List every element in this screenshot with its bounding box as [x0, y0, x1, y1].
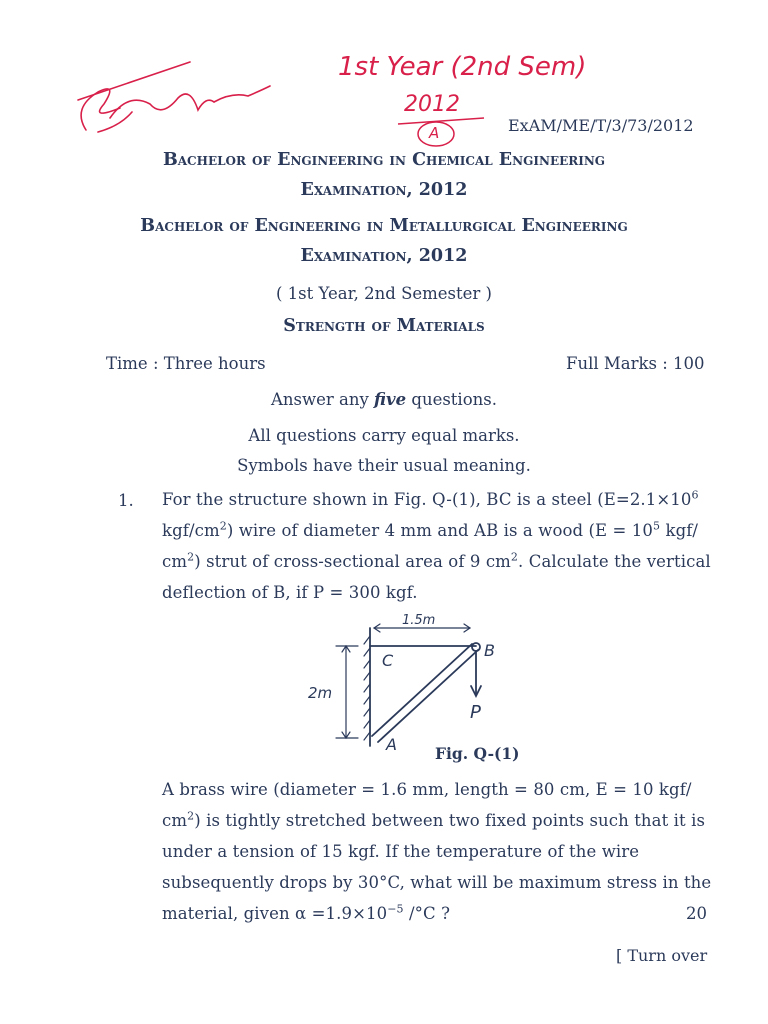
q1b-line3: under a tension of 15 kgf. If the temperature of the wire: [162, 842, 640, 861]
set-label: A: [429, 124, 440, 142]
signature: [78, 62, 270, 132]
instruction-answer: [0, 390, 768, 409]
q1a-line4: deflection of B, if P = 300 kgf.: [162, 583, 418, 602]
instruction-answer-pre: Answer any: [270, 390, 375, 409]
label-b: B: [484, 641, 495, 660]
semester-line: ( 1st Year, 2nd Semester ): [276, 284, 492, 303]
full-marks: Full Marks : 100: [566, 354, 705, 373]
label-a: A: [386, 735, 397, 754]
dim-vertical-label: 2m: [308, 684, 333, 702]
instruction-answer-post: questions.: [406, 390, 497, 409]
figure-caption: Fig. Q-(1): [435, 744, 520, 763]
year-note: 1st Year (2nd Sem): [338, 52, 587, 82]
label-c: C: [382, 651, 394, 670]
year-value: 2012: [404, 92, 460, 117]
label-p: P: [470, 702, 481, 723]
title-chemical-line1: Bachelor of Engineering in Chemical Engineering: [162, 150, 606, 170]
exam-code: ExAM/ME/T/3/73/2012: [508, 116, 694, 135]
dim-horizontal-label: 1.5m: [402, 613, 436, 628]
title-metallurgical-line1: Bachelor of Engineering in Metallurgical Engineering: [140, 216, 628, 236]
question-1b-text: [162, 774, 712, 929]
subject-title: Strength of Materials: [283, 316, 485, 336]
q1b-line4: subsequently drops by 30°C, what will be maximum stress in the: [162, 873, 712, 892]
q1b-line2: $cm^2$) is tightly stretched between two fixed points such that it is: [162, 809, 706, 830]
turn-over: [ Turn over: [616, 946, 708, 965]
question-marks: 20: [686, 904, 707, 923]
instruction-equal-marks: All questions carry equal marks.: [248, 426, 520, 445]
q1a-line1: For the structure shown in Fig. Q-(1), BC is a steel ($E=2.1\times 10^6$: [162, 488, 699, 509]
q1a-line3: $cm^2$) strut of cross-sectional area of 9 $cm^2$. Calculate the vertical: [162, 550, 711, 571]
time-label: Time : Three hours: [106, 354, 266, 373]
title-chemical-line2: Examination, 2012: [300, 180, 468, 200]
joint-b: [472, 643, 480, 651]
title-metallurgical-line2: Examination, 2012: [300, 246, 468, 266]
instruction-symbols: Symbols have their usual meaning.: [237, 456, 531, 475]
question-number: 1.: [118, 491, 134, 510]
q1b-line5: material, given $\alpha =1.9\times 10^{-5}$ /°C ?: [162, 902, 451, 923]
question-1a-text: [162, 484, 712, 608]
q1b-line1: A brass wire (diameter = 1.6 mm, length = 80 cm, E = 10 kgf/: [162, 780, 692, 799]
instruction-answer-em: five: [374, 390, 407, 409]
structure-figure: [290, 606, 530, 766]
q1a-line2: kgf/$cm^2$) wire of diameter 4 mm and AB is a wood ($E = 10^5$ kgf/: [162, 519, 699, 540]
set-circle: [398, 118, 484, 146]
